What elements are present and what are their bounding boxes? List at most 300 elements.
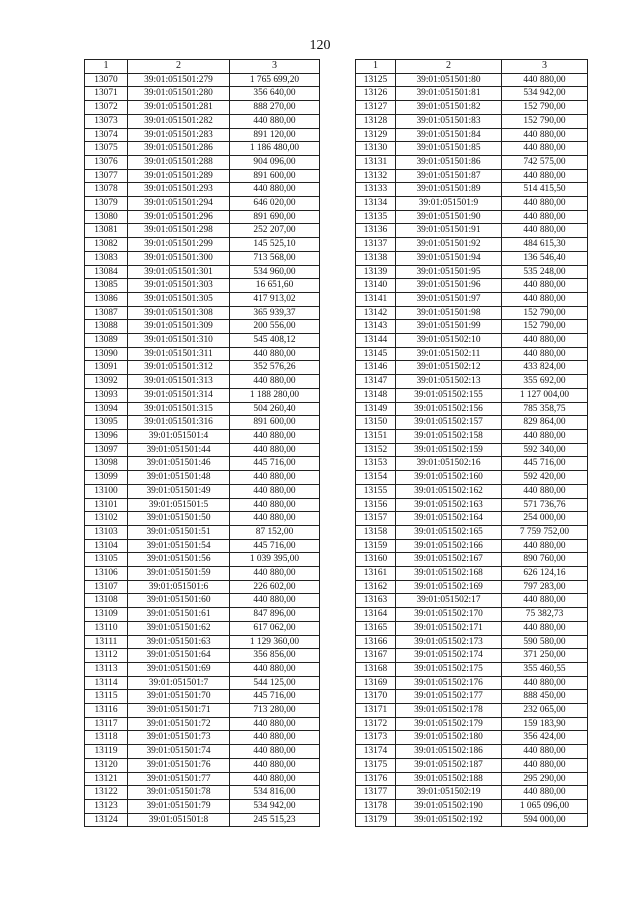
row-number-cell: 13139 xyxy=(356,265,396,279)
cadastral-number-cell: 39:01:051501:74 xyxy=(128,745,230,759)
table-row xyxy=(356,238,588,252)
cadastral-number-cell: 39:01:051501:312 xyxy=(128,361,230,375)
row-number-cell: 13160 xyxy=(356,553,396,567)
cadastral-number-cell: 39:01:051501:289 xyxy=(128,169,230,183)
value-cell: 440 880,00 xyxy=(230,567,320,581)
value-cell: 534 816,00 xyxy=(230,786,320,800)
cadastral-number-cell: 39:01:051501:44 xyxy=(128,443,230,457)
table-row xyxy=(356,608,588,622)
table-row xyxy=(356,745,588,759)
value-cell: 888 450,00 xyxy=(502,690,588,704)
row-number-cell: 13125 xyxy=(356,73,396,87)
cadastral-number-cell: 39:01:051502:165 xyxy=(396,525,502,539)
row-number-cell: 13086 xyxy=(85,292,128,306)
column-header-3: 3 xyxy=(502,60,588,74)
value-cell: 1 765 699,20 xyxy=(230,73,320,87)
table-row xyxy=(85,621,320,635)
table-row xyxy=(85,799,320,813)
table-row xyxy=(356,347,588,361)
value-cell: 904 096,00 xyxy=(230,155,320,169)
value-cell: 200 556,00 xyxy=(230,320,320,334)
table-row xyxy=(85,361,320,375)
value-cell: 440 880,00 xyxy=(502,745,588,759)
value-cell: 440 880,00 xyxy=(502,594,588,608)
cadastral-number-cell: 39:01:051501:73 xyxy=(128,731,230,745)
row-number-cell: 13073 xyxy=(85,114,128,128)
value-cell: 365 939,37 xyxy=(230,306,320,320)
table-row xyxy=(85,306,320,320)
row-number-cell: 13100 xyxy=(85,484,128,498)
row-number-cell: 13179 xyxy=(356,813,396,827)
value-cell: 254 000,00 xyxy=(502,512,588,526)
value-cell: 159 183,90 xyxy=(502,717,588,731)
table-row xyxy=(85,292,320,306)
table-row xyxy=(356,155,588,169)
cadastral-number-cell: 39:01:051501:98 xyxy=(396,306,502,320)
row-number-cell: 13102 xyxy=(85,512,128,526)
row-number-cell: 13093 xyxy=(85,388,128,402)
value-cell: 152 790,00 xyxy=(502,306,588,320)
table-row xyxy=(356,169,588,183)
cadastral-number-cell: 39:01:051502:170 xyxy=(396,608,502,622)
row-number-cell: 13111 xyxy=(85,635,128,649)
value-cell: 545 408,12 xyxy=(230,334,320,348)
value-cell: 544 125,00 xyxy=(230,676,320,690)
value-cell: 440 880,00 xyxy=(502,279,588,293)
table-row xyxy=(356,471,588,485)
value-cell: 445 716,00 xyxy=(230,690,320,704)
table-row xyxy=(85,114,320,128)
value-cell: 891 600,00 xyxy=(230,169,320,183)
value-cell: 713 568,00 xyxy=(230,251,320,265)
value-cell: 440 880,00 xyxy=(502,539,588,553)
value-cell: 440 880,00 xyxy=(502,142,588,156)
table-row xyxy=(85,375,320,389)
value-cell: 440 880,00 xyxy=(230,114,320,128)
value-cell: 87 152,00 xyxy=(230,525,320,539)
value-cell: 440 880,00 xyxy=(230,731,320,745)
column-header-1: 1 xyxy=(85,60,128,74)
row-number-cell: 13080 xyxy=(85,210,128,224)
row-number-cell: 13127 xyxy=(356,101,396,115)
value-cell: 356 640,00 xyxy=(230,87,320,101)
value-cell: 592 420,00 xyxy=(502,471,588,485)
table-row xyxy=(356,758,588,772)
row-number-cell: 13117 xyxy=(85,717,128,731)
cadastral-number-cell: 39:01:051501:305 xyxy=(128,292,230,306)
cadastral-number-cell: 39:01:051502:179 xyxy=(396,717,502,731)
value-cell: 829 864,00 xyxy=(502,416,588,430)
value-cell: 888 270,00 xyxy=(230,101,320,115)
cadastral-number-cell: 39:01:051502:166 xyxy=(396,539,502,553)
row-number-cell: 13144 xyxy=(356,334,396,348)
row-number-cell: 13084 xyxy=(85,265,128,279)
cadastral-number-cell: 39:01:051501:69 xyxy=(128,662,230,676)
cadastral-number-cell: 39:01:051501:296 xyxy=(128,210,230,224)
table-row xyxy=(85,676,320,690)
value-cell: 594 000,00 xyxy=(502,813,588,827)
row-number-cell: 13145 xyxy=(356,347,396,361)
cadastral-number-cell: 39:01:051501:9 xyxy=(396,197,502,211)
cadastral-number-cell: 39:01:051501:303 xyxy=(128,279,230,293)
cadastral-number-cell: 39:01:051501:280 xyxy=(128,87,230,101)
value-cell: 371 250,00 xyxy=(502,649,588,663)
row-number-cell: 13116 xyxy=(85,704,128,718)
cadastral-number-cell: 39:01:051501:94 xyxy=(396,251,502,265)
row-number-cell: 13108 xyxy=(85,594,128,608)
cadastral-number-cell: 39:01:051501:46 xyxy=(128,457,230,471)
value-cell: 440 880,00 xyxy=(230,183,320,197)
cadastral-number-cell: 39:01:051501:56 xyxy=(128,553,230,567)
cadastral-number-cell: 39:01:051501:99 xyxy=(396,320,502,334)
cadastral-number-cell: 39:01:051502:167 xyxy=(396,553,502,567)
cadastral-number-cell: 39:01:051501:279 xyxy=(128,73,230,87)
table-row xyxy=(356,813,588,827)
value-cell: 592 340,00 xyxy=(502,443,588,457)
row-number-cell: 13137 xyxy=(356,238,396,252)
row-number-cell: 13134 xyxy=(356,197,396,211)
row-number-cell: 13099 xyxy=(85,471,128,485)
cadastral-number-cell: 39:01:051502:12 xyxy=(396,361,502,375)
table-row xyxy=(356,142,588,156)
row-number-cell: 13114 xyxy=(85,676,128,690)
value-cell: 713 280,00 xyxy=(230,704,320,718)
table-row xyxy=(356,101,588,115)
value-cell: 355 460,55 xyxy=(502,662,588,676)
row-number-cell: 13175 xyxy=(356,758,396,772)
cadastral-number-cell: 39:01:051501:91 xyxy=(396,224,502,238)
row-number-cell: 13159 xyxy=(356,539,396,553)
value-cell: 440 880,00 xyxy=(502,676,588,690)
cadastral-number-cell: 39:01:051502:164 xyxy=(396,512,502,526)
cadastral-number-cell: 39:01:051501:4 xyxy=(128,429,230,443)
value-cell: 440 880,00 xyxy=(230,594,320,608)
table-row xyxy=(85,169,320,183)
table-row xyxy=(85,347,320,361)
table-row xyxy=(85,525,320,539)
cadastral-number-cell: 39:01:051502:173 xyxy=(396,635,502,649)
table-row xyxy=(356,265,588,279)
cadastral-number-cell: 39:01:051502:169 xyxy=(396,580,502,594)
value-cell: 626 124,16 xyxy=(502,567,588,581)
value-cell: 440 880,00 xyxy=(502,786,588,800)
value-cell: 440 880,00 xyxy=(230,717,320,731)
value-cell: 891 120,00 xyxy=(230,128,320,142)
cadastral-number-cell: 39:01:051502:174 xyxy=(396,649,502,663)
value-cell: 440 880,00 xyxy=(502,73,588,87)
row-number-cell: 13077 xyxy=(85,169,128,183)
value-cell: 145 525,10 xyxy=(230,238,320,252)
column-header-2: 2 xyxy=(128,60,230,74)
value-cell: 1 129 360,00 xyxy=(230,635,320,649)
table-row xyxy=(85,210,320,224)
table-row xyxy=(356,443,588,457)
table-row xyxy=(85,224,320,238)
cadastral-number-cell: 39:01:051501:288 xyxy=(128,155,230,169)
cadastral-number-cell: 39:01:051501:308 xyxy=(128,306,230,320)
value-cell: 440 880,00 xyxy=(502,210,588,224)
value-cell: 440 880,00 xyxy=(230,498,320,512)
table-row xyxy=(356,676,588,690)
table-row xyxy=(85,567,320,581)
value-cell: 440 880,00 xyxy=(502,621,588,635)
row-number-cell: 13123 xyxy=(85,799,128,813)
table-row xyxy=(356,553,588,567)
cadastral-number-cell: 39:01:051502:190 xyxy=(396,799,502,813)
row-number-cell: 13167 xyxy=(356,649,396,663)
value-cell: 1 127 004,00 xyxy=(502,388,588,402)
row-number-cell: 13085 xyxy=(85,279,128,293)
row-number-cell: 13169 xyxy=(356,676,396,690)
table-row xyxy=(85,265,320,279)
row-number-cell: 13095 xyxy=(85,416,128,430)
table-row xyxy=(85,87,320,101)
row-number-cell: 13163 xyxy=(356,594,396,608)
table-row xyxy=(356,114,588,128)
cadastral-number-cell: 39:01:051501:84 xyxy=(396,128,502,142)
row-number-cell: 13177 xyxy=(356,786,396,800)
row-number-cell: 13088 xyxy=(85,320,128,334)
table-row xyxy=(85,320,320,334)
cadastral-number-cell: 39:01:051501:49 xyxy=(128,484,230,498)
table-row xyxy=(356,525,588,539)
row-number-cell: 13076 xyxy=(85,155,128,169)
table-row xyxy=(356,786,588,800)
table-row xyxy=(85,594,320,608)
row-number-cell: 13097 xyxy=(85,443,128,457)
table-row xyxy=(356,183,588,197)
row-number-cell: 13087 xyxy=(85,306,128,320)
table-row xyxy=(85,635,320,649)
column-header-2: 2 xyxy=(396,60,502,74)
value-cell: 445 716,00 xyxy=(230,457,320,471)
row-number-cell: 13178 xyxy=(356,799,396,813)
table-row xyxy=(85,758,320,772)
table-row xyxy=(356,87,588,101)
table-row xyxy=(85,416,320,430)
table-row xyxy=(85,429,320,443)
value-cell: 16 651,60 xyxy=(230,279,320,293)
value-cell: 742 575,00 xyxy=(502,155,588,169)
row-number-cell: 13161 xyxy=(356,567,396,581)
value-cell: 891 690,00 xyxy=(230,210,320,224)
table-row xyxy=(356,457,588,471)
table-row xyxy=(356,484,588,498)
row-number-cell: 13092 xyxy=(85,375,128,389)
cadastral-number-cell: 39:01:051501:76 xyxy=(128,758,230,772)
value-cell: 445 716,00 xyxy=(502,457,588,471)
value-cell: 646 020,00 xyxy=(230,197,320,211)
value-cell: 1 065 096,00 xyxy=(502,799,588,813)
row-number-cell: 13109 xyxy=(85,608,128,622)
value-cell: 504 260,40 xyxy=(230,402,320,416)
cadastral-number-cell: 39:01:051501:70 xyxy=(128,690,230,704)
row-number-cell: 13165 xyxy=(356,621,396,635)
value-cell: 440 880,00 xyxy=(230,772,320,786)
row-number-cell: 13154 xyxy=(356,471,396,485)
table-row xyxy=(356,402,588,416)
cadastral-number-cell: 39:01:051501:298 xyxy=(128,224,230,238)
value-cell: 440 880,00 xyxy=(230,512,320,526)
cadastral-number-cell: 39:01:051501:316 xyxy=(128,416,230,430)
cadastral-number-cell: 39:01:051501:5 xyxy=(128,498,230,512)
table-row xyxy=(356,594,588,608)
value-cell: 440 880,00 xyxy=(502,197,588,211)
cadastral-number-cell: 39:01:051502:186 xyxy=(396,745,502,759)
table-row xyxy=(85,155,320,169)
cadastral-number-cell: 39:01:051501:97 xyxy=(396,292,502,306)
value-cell: 232 065,00 xyxy=(502,704,588,718)
table-row xyxy=(356,292,588,306)
value-cell: 440 880,00 xyxy=(502,484,588,498)
table-row xyxy=(85,498,320,512)
cadastral-number-cell: 39:01:051501:48 xyxy=(128,471,230,485)
row-number-cell: 13105 xyxy=(85,553,128,567)
cadastral-number-cell: 39:01:051501:281 xyxy=(128,101,230,115)
cadastral-number-cell: 39:01:051501:294 xyxy=(128,197,230,211)
value-cell: 891 600,00 xyxy=(230,416,320,430)
table-row xyxy=(85,238,320,252)
row-number-cell: 13103 xyxy=(85,525,128,539)
cadastral-number-cell: 39:01:051501:59 xyxy=(128,567,230,581)
cadastral-number-cell: 39:01:051501:79 xyxy=(128,799,230,813)
row-number-cell: 13172 xyxy=(356,717,396,731)
row-number-cell: 13136 xyxy=(356,224,396,238)
row-number-cell: 13166 xyxy=(356,635,396,649)
cadastral-number-cell: 39:01:051502:157 xyxy=(396,416,502,430)
value-cell: 440 880,00 xyxy=(502,758,588,772)
row-number-cell: 13173 xyxy=(356,731,396,745)
cadastral-number-cell: 39:01:051502:171 xyxy=(396,621,502,635)
row-number-cell: 13082 xyxy=(85,238,128,252)
row-number-cell: 13130 xyxy=(356,142,396,156)
cadastral-number-cell: 39:01:051501:71 xyxy=(128,704,230,718)
row-number-cell: 13083 xyxy=(85,251,128,265)
table-row xyxy=(85,512,320,526)
value-cell: 356 856,00 xyxy=(230,649,320,663)
cadastral-number-cell: 39:01:051501:90 xyxy=(396,210,502,224)
cadastral-number-cell: 39:01:051502:192 xyxy=(396,813,502,827)
cadastral-number-cell: 39:01:051501:64 xyxy=(128,649,230,663)
table-row xyxy=(85,279,320,293)
table-row xyxy=(85,484,320,498)
cadastral-number-cell: 39:01:051501:51 xyxy=(128,525,230,539)
table-row xyxy=(85,73,320,87)
row-number-cell: 13155 xyxy=(356,484,396,498)
row-number-cell: 13141 xyxy=(356,292,396,306)
table-row xyxy=(85,608,320,622)
value-cell: 785 358,75 xyxy=(502,402,588,416)
cadastral-number-cell: 39:01:051502:163 xyxy=(396,498,502,512)
cadastral-number-cell: 39:01:051501:96 xyxy=(396,279,502,293)
row-number-cell: 13113 xyxy=(85,662,128,676)
value-cell: 152 790,00 xyxy=(502,114,588,128)
table-header-row xyxy=(356,60,588,74)
row-number-cell: 13153 xyxy=(356,457,396,471)
cadastral-number-cell: 39:01:051501:310 xyxy=(128,334,230,348)
row-number-cell: 13168 xyxy=(356,662,396,676)
value-cell: 440 880,00 xyxy=(502,347,588,361)
cadastral-number-cell: 39:01:051502:19 xyxy=(396,786,502,800)
row-number-cell: 13101 xyxy=(85,498,128,512)
cadastral-number-cell: 39:01:051501:282 xyxy=(128,114,230,128)
value-cell: 75 382,73 xyxy=(502,608,588,622)
page-number: 120 xyxy=(309,38,331,53)
row-number-cell: 13090 xyxy=(85,347,128,361)
table-row xyxy=(356,279,588,293)
cadastral-number-cell: 39:01:051501:83 xyxy=(396,114,502,128)
cadastral-number-cell: 39:01:051501:82 xyxy=(396,101,502,115)
row-number-cell: 13126 xyxy=(356,87,396,101)
cadastral-number-cell: 39:01:051502:16 xyxy=(396,457,502,471)
cadastral-number-cell: 39:01:051501:77 xyxy=(128,772,230,786)
value-cell: 7 759 752,00 xyxy=(502,525,588,539)
value-cell: 571 736,76 xyxy=(502,498,588,512)
value-cell: 440 880,00 xyxy=(230,443,320,457)
cadastral-number-cell: 39:01:051501:85 xyxy=(396,142,502,156)
value-cell: 440 880,00 xyxy=(230,662,320,676)
value-cell: 440 880,00 xyxy=(230,429,320,443)
value-cell: 356 424,00 xyxy=(502,731,588,745)
table-row xyxy=(356,567,588,581)
cadastral-number-cell: 39:01:051501:309 xyxy=(128,320,230,334)
row-number-cell: 13078 xyxy=(85,183,128,197)
cadastral-number-cell: 39:01:051501:60 xyxy=(128,594,230,608)
cadastral-number-cell: 39:01:051501:62 xyxy=(128,621,230,635)
row-number-cell: 13098 xyxy=(85,457,128,471)
value-cell: 590 580,00 xyxy=(502,635,588,649)
value-cell: 295 290,00 xyxy=(502,772,588,786)
row-number-cell: 13142 xyxy=(356,306,396,320)
value-cell: 440 880,00 xyxy=(230,347,320,361)
row-number-cell: 13115 xyxy=(85,690,128,704)
cadastral-number-cell: 39:01:051501:293 xyxy=(128,183,230,197)
row-number-cell: 13122 xyxy=(85,786,128,800)
row-number-cell: 13162 xyxy=(356,580,396,594)
column-header-1: 1 xyxy=(356,60,396,74)
cadastral-number-cell: 39:01:051501:311 xyxy=(128,347,230,361)
table-row xyxy=(85,731,320,745)
row-number-cell: 13072 xyxy=(85,101,128,115)
table-row xyxy=(85,662,320,676)
table-row xyxy=(356,429,588,443)
value-cell: 417 913,02 xyxy=(230,292,320,306)
cadastral-number-cell: 39:01:051502:175 xyxy=(396,662,502,676)
cadastral-number-cell: 39:01:051501:314 xyxy=(128,388,230,402)
table-row xyxy=(356,210,588,224)
value-cell: 433 824,00 xyxy=(502,361,588,375)
cadastral-number-cell: 39:01:051501:72 xyxy=(128,717,230,731)
table-row xyxy=(356,635,588,649)
column-header-3: 3 xyxy=(230,60,320,74)
row-number-cell: 13148 xyxy=(356,388,396,402)
table-row xyxy=(85,457,320,471)
row-number-cell: 13121 xyxy=(85,772,128,786)
row-number-cell: 13120 xyxy=(85,758,128,772)
value-cell: 534 942,00 xyxy=(502,87,588,101)
table-row xyxy=(356,251,588,265)
value-cell: 534 960,00 xyxy=(230,265,320,279)
row-number-cell: 13138 xyxy=(356,251,396,265)
row-number-cell: 13164 xyxy=(356,608,396,622)
table-header-row xyxy=(85,60,320,74)
table-row xyxy=(85,745,320,759)
cadastral-number-cell: 39:01:051501:87 xyxy=(396,169,502,183)
registry-table-left xyxy=(84,59,320,827)
row-number-cell: 13140 xyxy=(356,279,396,293)
table-row xyxy=(356,498,588,512)
cadastral-number-cell: 39:01:051502:177 xyxy=(396,690,502,704)
